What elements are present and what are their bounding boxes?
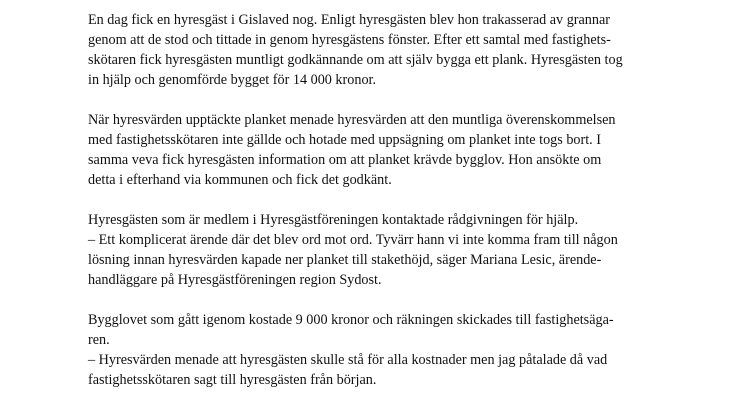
text-line: med fastighetsskötaren inte gällde och hotade med uppsägning om planket inte togs bort. I bbox=[88, 132, 601, 148]
text-line: Hyresgästen som är medlem i Hyresgästföreningen kontaktade rådgivningen för hjälp. bbox=[88, 212, 579, 228]
text-line: skötaren fick hyresgästen muntligt godkännande om att själv bygga ett plank. Hyresgästen tog bbox=[88, 52, 623, 68]
text-line: Bygglovet som gått igenom kostade 9 000 kronor och räkningen skickades till fastighetsäga- bbox=[88, 312, 614, 328]
text-line: in hjälp och genomförde bygget för 14 000 kronor. bbox=[88, 72, 377, 88]
paragraph-1 bbox=[88, 10, 688, 90]
text-line: genom att de stod och tittade in genom hyresgästens fönster. Efter ett samtal med fastighets- bbox=[88, 32, 611, 48]
text-line: – Ett komplicerat ärende där det blev ord mot ord. Tyvärr hann vi inte komma fram till någon bbox=[88, 232, 618, 248]
article-body bbox=[88, 10, 688, 410]
text-line: En dag fick en hyresgäst i Gislaved nog. Enligt hyresgästen blev hon trakasserad av grannar bbox=[88, 12, 611, 28]
text-line: När hyresvärden upptäckte planket menade hyresvärden att den muntliga överenskommelsen bbox=[88, 112, 616, 128]
text-line: fastighetsskötaren sagt till hyresgästen från början. bbox=[88, 372, 377, 388]
text-line: samma veva fick hyresgästen information om att planket krävde bygglov. Hon ansökte om bbox=[88, 152, 602, 168]
text-line: handläggare på Hyresgästföreningen region Sydost. bbox=[88, 272, 382, 288]
paragraph-4 bbox=[88, 310, 688, 390]
text-line: – Hyresvärden menade att hyresgästen skulle stå för alla kostnader men jag påtalade då vad bbox=[88, 352, 608, 368]
text-line: lösning innan hyresvärden kapade ner planket till stakethöjd, säger Mariana Lesic, ärende- bbox=[88, 252, 602, 268]
text-line: ren. bbox=[88, 332, 110, 348]
text-line: detta i efterhand via kommunen och fick det godkänt. bbox=[88, 172, 392, 188]
paragraph-2 bbox=[88, 110, 688, 190]
paragraph-3 bbox=[88, 210, 688, 290]
